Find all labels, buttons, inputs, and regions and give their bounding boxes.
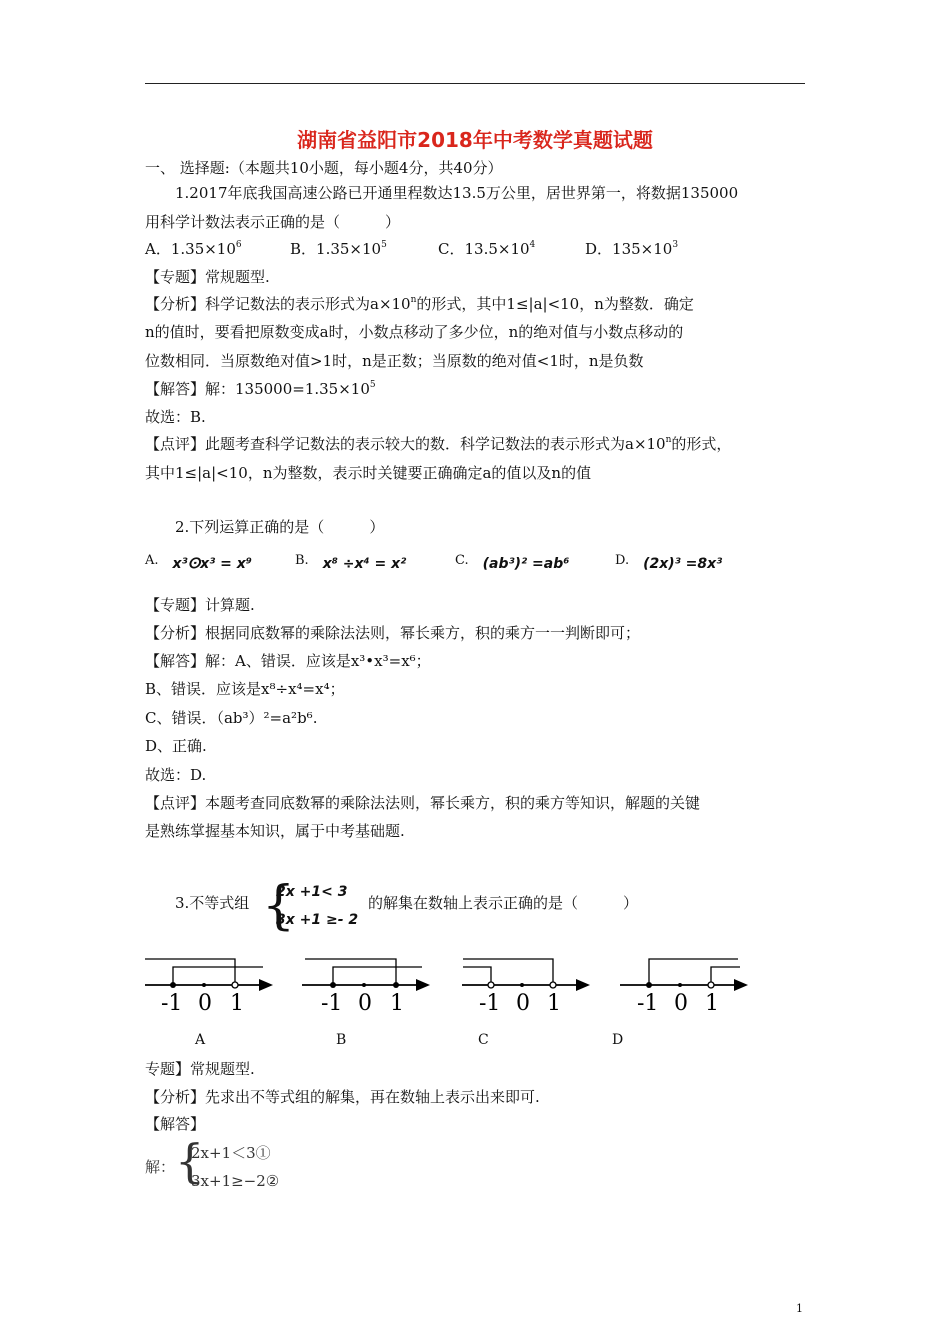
q2-answer-c: C、错误．（ab³）²=a²b⁶. — [145, 709, 318, 727]
q3-answer-heading: 【解答】 — [145, 1115, 206, 1133]
tick-1: 1 — [547, 991, 561, 1016]
q1-analysis-line2: n的值时，要看把原数变成a时，小数点移动了多少位，n的绝对值与小数点移动的 — [145, 323, 684, 341]
q3-stem-suffix: 的解集在数轴上表示正确的是（ ） — [368, 894, 639, 912]
q3-inequality-1: 2x +1< 3 — [276, 884, 348, 900]
q3-analysis: 【分析】先求出不等式组的解集，再在数轴上表示出来即可. — [145, 1088, 540, 1106]
tick-0: 0 — [358, 991, 372, 1016]
number-line-c — [460, 948, 600, 1018]
tick-0: 0 — [198, 991, 212, 1016]
q2-answer-d: D、正确. — [145, 737, 207, 755]
q2-option-a: A. x³ⵙx³ = x⁹ — [145, 553, 252, 572]
q1-option-d: D．$135\times 10^3$ — [585, 240, 679, 258]
tick-minus1: -1 — [321, 991, 343, 1016]
q2-option-c: C. (ab³)² =ab⁶ — [455, 553, 570, 572]
q2-comment-line2: 是熟练掌握基本知识，属于中考基础题. — [145, 822, 405, 840]
number-line-a — [143, 948, 283, 1018]
q1-comment-line1: 【点评】此题考查科学记数法的表示较大的数．科学记数法的表示形式为$a\times 10^n$的形式， — [145, 435, 732, 453]
q3-topic: 专题】常规题型. — [145, 1060, 255, 1078]
q3-stem-prefix: 3.不等式组 — [175, 894, 250, 912]
tick-0: 0 — [674, 991, 688, 1016]
page-title: 湖南省益阳市2018年中考数学真题试题 — [297, 128, 653, 152]
option-label-c: C — [478, 1032, 489, 1048]
q2-stem: 2.下列运算正确的是（ ） — [175, 518, 385, 536]
q2-option-d: D. (2x)³ =8x³ — [615, 553, 723, 572]
q2-choice: 故选：D. — [145, 766, 207, 784]
q1-answer: 【解答】解：$135000=1.35\times 10^5$ — [145, 380, 376, 398]
page-number: 1 — [796, 1302, 803, 1315]
brace-icon: { — [175, 1134, 205, 1188]
q1-option-c: C．$13.5\times 10^4$ — [438, 240, 536, 258]
option-label-b: B — [336, 1032, 347, 1048]
tick-minus1: -1 — [637, 991, 659, 1016]
tick-minus1: -1 — [161, 991, 183, 1016]
q2-answer-a: 【解答】解：A、错误．应该是x³•x³=x⁶； — [145, 652, 431, 670]
q3-solution-ineq-2: 3x+1≥−2② — [191, 1172, 280, 1190]
q2-option-b: B. x⁸ ÷x⁴ = x² — [295, 553, 407, 572]
q2-analysis: 【分析】根据同底数幂的乘除法法则，幂长乘方，积的乘方一一判断即可； — [145, 624, 641, 642]
q3-solution-prefix: 解： — [145, 1158, 176, 1176]
q1-choice: 故选：B. — [145, 408, 206, 426]
q1-option-a: A．$1.35\times 10^6$ — [145, 240, 242, 258]
q1-stem-line1: 1.2017年底我国高速公路已开通里程数达13.5万公里，居世界第一，将数据135000 — [175, 184, 739, 202]
q3-solution-ineq-1: 2x+1＜3① — [191, 1144, 271, 1162]
q2-answer-b: B、错误．应该是x⁸÷x⁴=x⁴； — [145, 680, 345, 698]
section-heading: 一、 选择题:（本题共10小题，每小题4分，共40分） — [145, 159, 503, 177]
q2-comment-line1: 【点评】本题考查同底数幂的乘除法法则，幂长乘方，积的乘方等知识，解题的关键 — [145, 794, 701, 812]
q1-analysis-line3: 位数相同．当原数绝对值>1时，n是正数；当原数的绝对值<1时，n是负数 — [145, 352, 644, 370]
tick-0: 0 — [516, 991, 530, 1016]
tick-1: 1 — [390, 991, 404, 1016]
q2-topic: 【专题】计算题. — [145, 596, 255, 614]
tick-minus1: -1 — [479, 991, 501, 1016]
q1-topic: 【专题】常规题型. — [145, 268, 270, 286]
option-label-d: D — [612, 1032, 624, 1048]
q1-stem-line2: 用科学计数法表示正确的是（ ） — [145, 213, 401, 231]
q3-inequality-2: 3x +1 ≥- 2 — [276, 912, 359, 928]
brace-icon: { — [262, 876, 296, 936]
q1-comment-line2: 其中1≤|a|<10，n为整数，表示时关键要正确确定a的值以及n的值 — [145, 464, 592, 482]
q1-analysis-line1: 【分析】科学记数法的表示形式为$a\times 10^n$的形式，其中1≤|a|<10，n为整数．确定 — [145, 295, 694, 313]
q1-option-b: B．$1.35\times 10^5$ — [290, 240, 387, 258]
tick-1: 1 — [705, 991, 719, 1016]
number-line-d — [618, 948, 758, 1018]
number-line-b — [300, 948, 440, 1018]
option-label-a: A — [195, 1032, 206, 1048]
header-rule — [145, 83, 805, 84]
tick-1: 1 — [230, 991, 244, 1016]
